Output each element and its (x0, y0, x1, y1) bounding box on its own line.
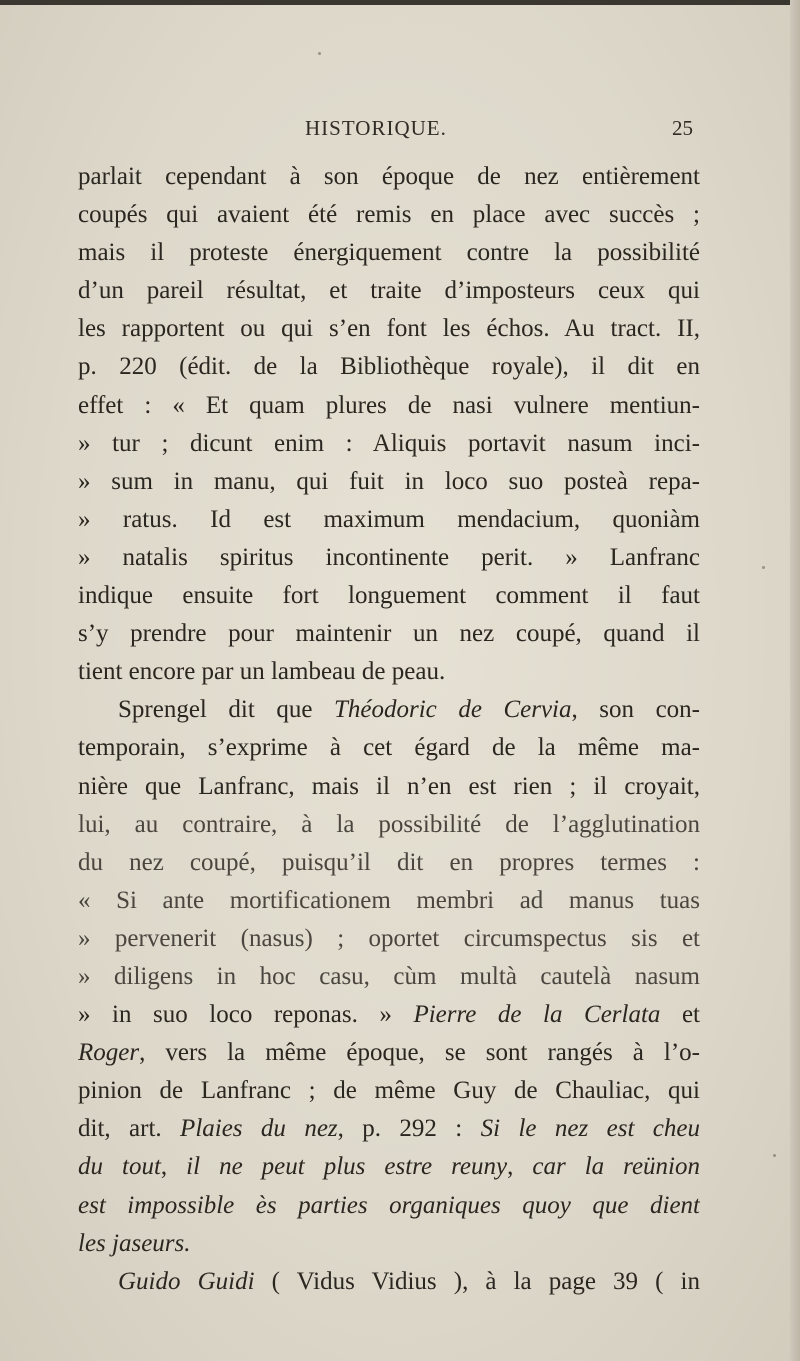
text-line (78, 1034, 700, 1072)
text-line (78, 691, 700, 729)
text-line: s’y prendre pour maintenir un nez coupé, quand il (78, 620, 700, 648)
running-head (0, 116, 800, 146)
italic-title: Plaies du nez (180, 1115, 338, 1143)
text-run: » in suo loco reponas. » (78, 1001, 414, 1029)
text-line: est impossible ès parties organiques quoy que dient (78, 1191, 700, 1219)
page-right-edge (790, 0, 800, 1361)
text-line: nière que Lanfranc, mais il n’en est rien ; il croyait, (78, 772, 700, 800)
text-line: » diligens in hoc casu, cùm multà cautelà nasum (78, 962, 700, 990)
text-line: » ratus. Id est maximum mendacium, quoniàm (78, 505, 700, 533)
text-line: indique ensuite fort longuement comment il faut (78, 582, 700, 610)
italic-name: Pierre de la Cerlata (413, 1001, 661, 1029)
text-line: lui, au contraire, à la possibilité de l’agglutination (78, 810, 700, 838)
body-text (78, 158, 700, 1301)
italic-name: Théodoric de Cervia (334, 696, 572, 724)
running-title: HISTORIQUE. (305, 116, 447, 140)
italic-name: Roger (78, 1039, 140, 1067)
text-line: les rapportent ou qui s’en font les échos. Au tract. II, (78, 315, 700, 343)
text-line (78, 1148, 700, 1186)
text-line: les jaseurs. (78, 1229, 191, 1257)
paper-speck (318, 52, 321, 55)
text-line: temporain, s’exprime à cet égard de la même ma- (78, 734, 700, 762)
text-line (78, 1110, 700, 1148)
italic-quote: du tout (78, 1153, 161, 1181)
page-number: 25 (672, 116, 693, 140)
paper-speck (762, 566, 765, 569)
text-run: Sprengel dit que (118, 696, 334, 724)
text-line (78, 996, 700, 1034)
text-line: » natalis spiritus incontinente perit. » Lanfranc (78, 543, 700, 571)
text-run: , (507, 1153, 533, 1181)
text-run: , vers la même époque, se sont rangés à l’o- (139, 1039, 700, 1067)
text-line: du nez coupé, puisqu’il dit en propres termes : (78, 848, 700, 876)
text-run: ( Vidus Vidius ), à la page 39 ( in (254, 1267, 700, 1295)
text-line: » sum in manu, qui fuit in loco suo posteà repa- (78, 467, 700, 495)
text-line: « Si ante mortificationem membri ad manus tuas (78, 886, 700, 914)
text-run: dit, art. (78, 1115, 181, 1143)
paper-speck (773, 1154, 776, 1157)
text-run: , p. 292 : (337, 1115, 481, 1143)
italic-quote: il ne peut plus estre reuny (186, 1153, 508, 1181)
italic-quote: car la reünion (532, 1153, 700, 1181)
text-run: et (660, 1001, 700, 1029)
text-line: coupés qui avaient été remis en place avec succès ; (78, 201, 700, 229)
italic-name: Guido Guidi (118, 1267, 255, 1295)
page-top-edge (0, 0, 800, 5)
text-line: mais il proteste énergiquement contre la possibilité (78, 239, 700, 267)
text-line: tient encore par un lambeau de peau. (78, 658, 446, 686)
text-line (78, 1263, 700, 1301)
text-line: » pervenerit (nasus) ; oportet circumspectus sis et (78, 924, 700, 952)
text-line: » tur ; dicunt enim : Aliquis portavit nasum inci- (78, 429, 700, 457)
text-line: parlait cependant à son époque de nez entièrement (78, 163, 700, 190)
text-run: , (160, 1153, 187, 1181)
text-line: d’un pareil résultat, et traite d’imposteurs ceux qui (78, 277, 700, 305)
text-line: effet : « Et quam plures de nasi vulnere mentiun- (78, 391, 700, 419)
italic-quote: Si le nez est cheu (480, 1115, 700, 1143)
text-line: p. 220 (édit. de la Bibliothèque royale), il dit en (78, 353, 700, 381)
text-line: pinion de Lanfranc ; de même Guy de Chauliac, qui (78, 1077, 700, 1105)
text-run: , son con- (571, 696, 700, 724)
